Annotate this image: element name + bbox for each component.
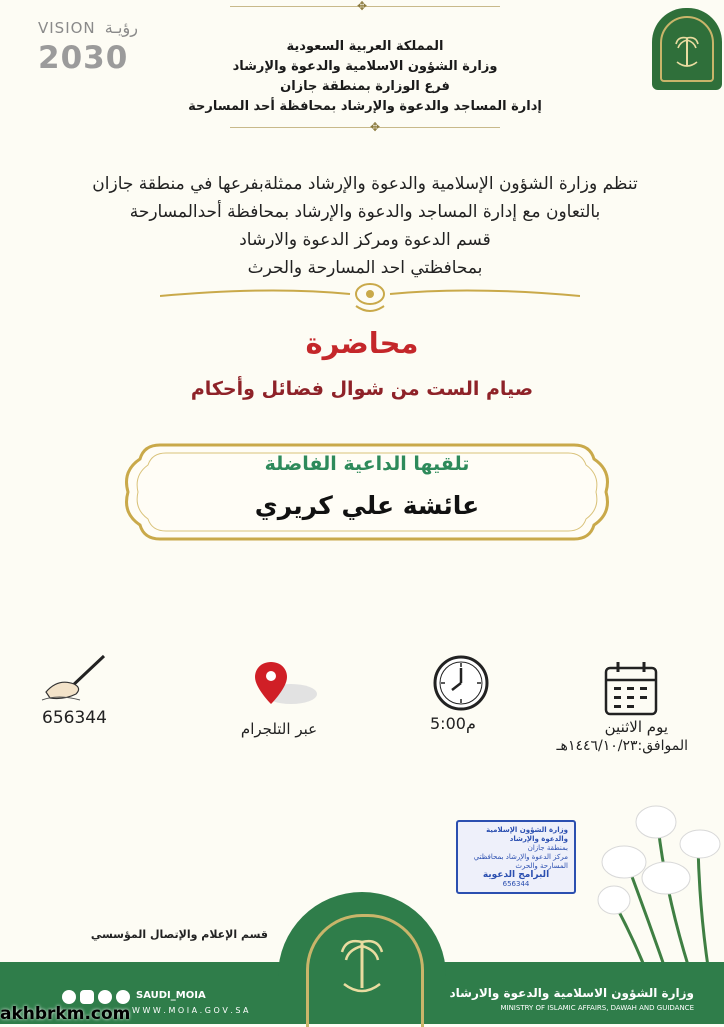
vision-2030-logo: [38, 18, 163, 82]
snapchat-icon[interactable]: [116, 990, 130, 1004]
official-stamp: [456, 820, 576, 894]
ministry-emblem-logo: [652, 8, 722, 90]
event-topic-subtitle: صيام الست من شوال فضائل وأحكام: [190, 378, 534, 400]
presenter-frame: [120, 441, 614, 543]
event-day: يوم الاثنين: [604, 718, 668, 736]
footer-arch: [278, 892, 446, 1024]
presenter-label: تلقيها الداعية الفاضلة: [264, 453, 470, 475]
presenter-name: عائشة علي كريري: [254, 491, 480, 520]
location-pin-icon: [255, 660, 319, 710]
header-divider-line: [230, 127, 500, 128]
event-code: 656344: [42, 708, 107, 728]
palm-swords-icon: [674, 32, 700, 72]
stamp-line-2: بمنطقة جازان: [527, 844, 568, 852]
stamp-line-3: مركز الدعوة والإرشاد بمحافظتي المسارحة والحرث: [473, 853, 568, 870]
youtube-icon[interactable]: [98, 990, 112, 1004]
media-department-text: قسم الإعلام والإتصال المؤسسي: [90, 928, 268, 941]
stamp-line-1: وزارة الشؤون الإسلامية والدعوة والإرشاد: [486, 826, 568, 843]
intro-line-4: بمحافظتي احد المسارحة والحرث: [247, 258, 483, 278]
instagram-icon[interactable]: [80, 990, 94, 1004]
intro-line-2: بالتعاون مع إدارة المساجد والدعوة والإرشاد بمحافظة أحدالمسارحة: [129, 202, 601, 222]
gold-flourish-divider: [160, 276, 580, 316]
stamp-line-5: 656344: [502, 880, 530, 888]
footer-website[interactable]: W W W . M O I A . G O V . S A: [132, 1006, 249, 1015]
event-date: الموافق:١٤٤٦/١٠/٢٣هـ: [556, 738, 688, 754]
intro-line-3: قسم الدعوة ومركز الدعوة والارشاد: [239, 230, 491, 250]
twitter-icon[interactable]: [62, 990, 76, 1004]
intro-line-1: تنظم وزارة الشؤون الإسلامية والدعوة والإرشاد ممثلةبفرعها في منطقة جازان: [92, 174, 638, 194]
footer-handle[interactable]: SAUDI_MOIA: [136, 990, 206, 1001]
vision-latin-text: VISION: [38, 19, 96, 37]
top-ornament-icon: ✥: [357, 0, 368, 13]
event-type-title: محاضرة: [305, 326, 419, 360]
footer-ministry-en: MINISTRY OF ISLAMIC AFFAIRS, DAWAH AND GUIDANCE: [500, 1004, 694, 1012]
vision-arabic-text: رؤيـة: [104, 18, 138, 37]
header-department: إدارة المساجد والدعوة والإرشاد بمحافظة أحد المسارحة: [188, 99, 542, 114]
clock-icon: [432, 654, 490, 712]
calendar-icon: [604, 660, 658, 716]
event-location: عبر التلجرام: [240, 720, 318, 738]
handwriting-pen-icon: [40, 654, 110, 706]
header-divider-icon: ✥: [370, 120, 381, 134]
vision-year-text: 2030: [38, 40, 129, 76]
header-ministry: وزارة الشؤون الاسلامية والدعوة والإرشاد: [232, 59, 498, 74]
watermark-text: akhbrkm.com: [0, 1004, 131, 1024]
footer-emblem-icon: [340, 932, 384, 1002]
event-time: 5:00م: [430, 714, 476, 733]
header-branch: فرع الوزارة بمنطقة جازان: [280, 79, 450, 94]
stamp-line-4: البرامج الدعوية: [482, 870, 550, 880]
header-kingdom: المملكة العربية السعودية: [286, 39, 444, 54]
footer-ministry-ar: وزارة الشؤون الاسلامية والدعوة والارشاد: [449, 986, 694, 1000]
